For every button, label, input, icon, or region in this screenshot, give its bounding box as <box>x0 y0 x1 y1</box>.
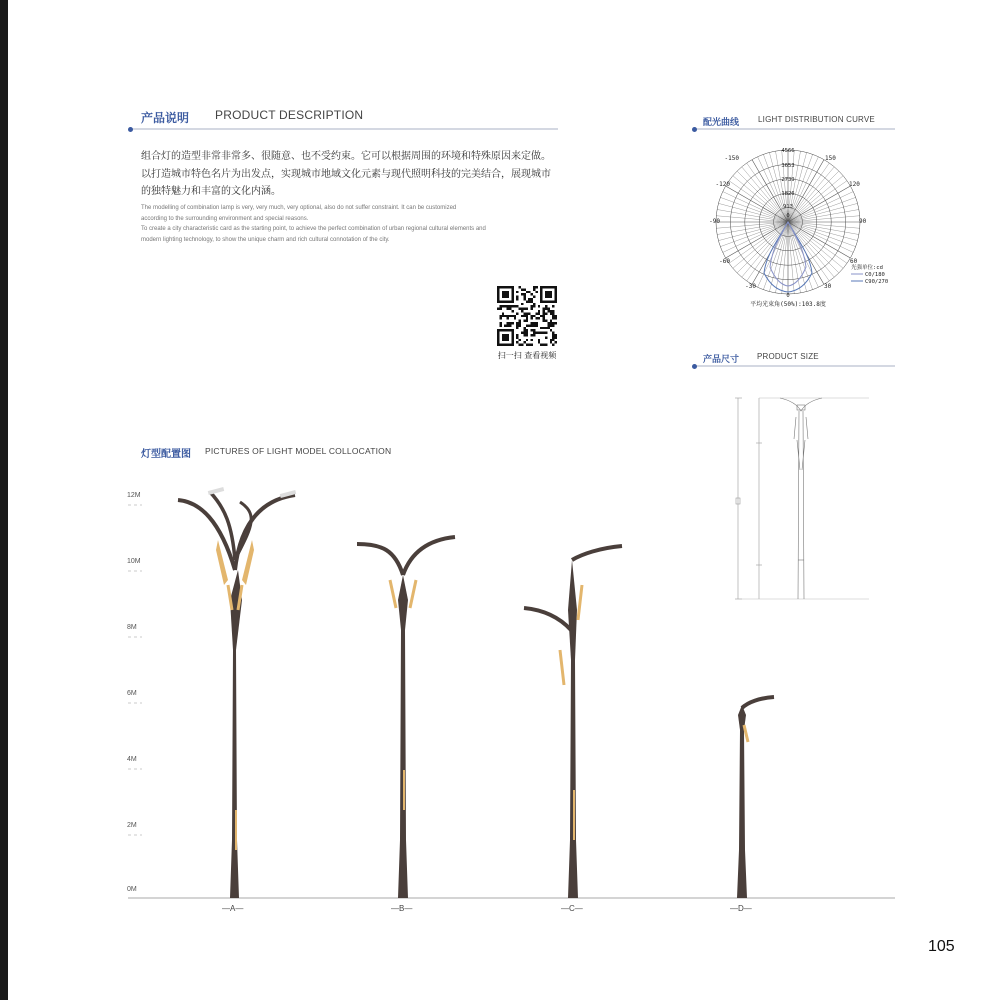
model-label-b: —B— <box>391 904 413 913</box>
qr-caption: 扫一扫 查看视频 <box>497 351 557 360</box>
qr-module <box>543 320 545 322</box>
qr-module <box>499 317 501 319</box>
height-label: 2M <box>127 822 137 829</box>
qr-module <box>526 320 528 322</box>
qr-module <box>514 315 516 317</box>
angle-label: -120 <box>715 181 730 188</box>
qr-module <box>516 312 518 314</box>
ring-value: 4566 <box>781 148 795 154</box>
description-title-en: PRODUCT DESCRIPTION <box>215 108 364 122</box>
collocation-title-cn: 灯型配置图 <box>141 449 191 460</box>
qr-module <box>528 344 530 346</box>
qr-module <box>538 332 540 334</box>
qr-module <box>511 305 513 307</box>
qr-module <box>550 312 552 314</box>
qr-module <box>555 336 557 338</box>
qr-module <box>531 308 533 310</box>
qr-module <box>545 332 547 334</box>
qr-module <box>523 341 525 343</box>
qr-module <box>526 334 528 336</box>
height-label: 8M <box>127 624 137 631</box>
angle-label: -30 <box>745 283 756 290</box>
qr-module <box>521 293 523 295</box>
pole-c <box>524 546 622 898</box>
angle-label: 150 <box>825 155 836 162</box>
qr-module <box>535 324 537 326</box>
qr-module <box>552 332 554 334</box>
qr-module <box>543 344 545 346</box>
qr-module <box>507 322 509 324</box>
qr-finder <box>502 291 509 298</box>
angle-label: 120 <box>849 181 860 188</box>
qr-module <box>528 324 530 326</box>
pole-d <box>737 697 774 898</box>
qr-module <box>543 332 545 334</box>
polar-spoke <box>716 216 788 222</box>
qr-module <box>543 317 545 319</box>
polar-spoke <box>718 222 788 241</box>
qr-module <box>507 308 509 310</box>
qr-module <box>552 312 554 314</box>
qr-module <box>526 344 528 346</box>
qr-module <box>538 312 540 314</box>
page-number: 105 <box>928 938 955 955</box>
qr-module <box>509 308 511 310</box>
description-rule <box>131 128 558 130</box>
qr-module <box>523 329 525 331</box>
qr-module <box>545 308 547 310</box>
qr-module <box>509 322 511 324</box>
angle-label: 60 <box>850 258 858 265</box>
qr-finder <box>545 291 552 298</box>
qr-module <box>523 315 525 317</box>
qr-module <box>535 286 537 288</box>
qr-module <box>552 317 554 319</box>
qr-module <box>528 298 530 300</box>
qr-module <box>528 291 530 293</box>
qr-module <box>550 324 552 326</box>
qr-module <box>535 317 537 319</box>
light-curve-title-en: LIGHT DISTRIBUTION CURVE <box>758 115 875 124</box>
qr-module <box>552 322 554 324</box>
qr-module <box>516 324 518 326</box>
qr-module <box>533 315 535 317</box>
description-cn-line: 的独特魅力和丰富的文化内涵。 <box>141 186 281 197</box>
qr-module <box>519 324 521 326</box>
qr-module <box>547 324 549 326</box>
qr-module <box>511 310 513 312</box>
qr-module <box>550 341 552 343</box>
qr-module <box>523 293 525 295</box>
qr-module <box>531 305 533 307</box>
qr-module <box>533 303 535 305</box>
qr-module <box>523 298 525 300</box>
qr-module <box>526 324 528 326</box>
qr-module <box>538 317 540 319</box>
qr-module <box>523 296 525 298</box>
qr-module <box>511 315 513 317</box>
qr-module <box>545 327 547 329</box>
qr-module <box>555 341 557 343</box>
qr-module <box>533 332 535 334</box>
qr-module <box>543 312 545 314</box>
qr-module <box>519 308 521 310</box>
qr-module <box>535 332 537 334</box>
qr-module <box>523 312 525 314</box>
qr-module <box>521 344 523 346</box>
qr-module <box>523 288 525 290</box>
qr-module <box>531 329 533 331</box>
qr-module <box>533 296 535 298</box>
qr-module <box>535 322 537 324</box>
qr-module <box>509 315 511 317</box>
qr-module <box>502 305 504 307</box>
qr-module <box>538 339 540 341</box>
qr-module <box>499 324 501 326</box>
qr-module <box>552 324 554 326</box>
polar-spoke <box>718 203 788 222</box>
qr-module <box>533 334 535 336</box>
qr-module <box>499 322 501 324</box>
pole-a <box>178 487 296 898</box>
legend-c90-label: C90/270 <box>865 279 889 285</box>
qr-module <box>552 305 554 307</box>
qr-module <box>509 324 511 326</box>
poles-illustration <box>120 480 900 920</box>
qr-module <box>516 327 518 329</box>
qr-module <box>504 305 506 307</box>
qr-module <box>538 305 540 307</box>
qr-module <box>540 344 542 346</box>
product-size-title-en: PRODUCT SIZE <box>757 352 819 361</box>
qr-module <box>504 315 506 317</box>
qr-module <box>523 327 525 329</box>
qr-module <box>526 339 528 341</box>
qr-module <box>526 308 528 310</box>
qr-module <box>519 344 521 346</box>
qr-module <box>533 286 535 288</box>
qr-module <box>507 315 509 317</box>
qr-module <box>550 322 552 324</box>
qr-module <box>526 329 528 331</box>
qr-module <box>531 324 533 326</box>
qr-module <box>516 291 518 293</box>
qr-module <box>552 315 554 317</box>
qr-module <box>521 303 523 305</box>
description-en-line: modern lighting technology, to show the unique charm and rich cultural connotation of the city. <box>141 236 390 243</box>
qr-module <box>540 327 542 329</box>
description-en-line: The modelling of combination lamp is very, very much, very optional, also do not suffer constraint. It can be customized <box>141 205 457 211</box>
angle-label-top: 0 <box>786 213 790 219</box>
qr-module <box>523 308 525 310</box>
qr-module <box>552 339 554 341</box>
light-curve-rule-dot <box>692 127 697 132</box>
polar-spoke <box>782 150 788 222</box>
qr-module <box>516 334 518 336</box>
angle-label: -150 <box>724 155 739 162</box>
product-size-rule-dot <box>692 364 697 369</box>
description-rule-dot <box>128 127 133 132</box>
qr-module <box>526 312 528 314</box>
qr-module <box>538 310 540 312</box>
qr-module <box>499 308 501 310</box>
qr-module <box>521 332 523 334</box>
angle-label: 90 <box>859 218 867 225</box>
model-label-a: —A— <box>222 904 244 913</box>
qr-module <box>516 341 518 343</box>
qr-module <box>550 329 552 331</box>
description-title-cn: 产品说明 <box>141 111 190 125</box>
polar-spoke <box>788 203 858 222</box>
qr-module <box>531 300 533 302</box>
qr-module <box>528 300 530 302</box>
product-size-rule <box>695 365 895 367</box>
height-label: 6M <box>127 690 137 697</box>
qr-module <box>521 310 523 312</box>
description-text-en <box>141 203 566 245</box>
ring-value: 2739 <box>781 177 795 183</box>
description-text-cn <box>141 148 561 201</box>
unit-label: 光强单位:cd <box>851 265 883 271</box>
qr-module <box>499 315 501 317</box>
qr-module <box>531 298 533 300</box>
qr-module <box>550 310 552 312</box>
legend-c0-label: C0/180 <box>865 272 885 278</box>
height-label: 12M <box>127 492 141 499</box>
product-size-title-cn: 产品尺寸 <box>703 355 740 365</box>
polar-diagram <box>700 145 900 310</box>
angle-label-bottom: 0 <box>786 293 790 299</box>
qr-module <box>526 300 528 302</box>
description-en-line: To create a city characteristic card as the starting point, to achieve the perfect combination of urban regional cultural elements and <box>141 226 486 232</box>
qr-module <box>545 305 547 307</box>
qr-module <box>521 288 523 290</box>
light-curve-title-cn: 配光曲线 <box>703 118 740 128</box>
qr-module <box>523 320 525 322</box>
description-en-line: according to the surrounding environment and special reasons. <box>141 215 309 222</box>
qr-module <box>531 317 533 319</box>
height-label: 0M <box>127 886 137 893</box>
qr-module <box>533 324 535 326</box>
qr-module <box>507 305 509 307</box>
qr-module <box>543 315 545 317</box>
qr-module <box>499 305 501 307</box>
qr-module <box>531 344 533 346</box>
qr-module <box>547 308 549 310</box>
qr-module <box>552 334 554 336</box>
page-binding-edge <box>0 0 8 1000</box>
qr-module <box>531 334 533 336</box>
qr-module <box>552 310 554 312</box>
height-label: 10M <box>127 558 141 565</box>
qr-module <box>545 344 547 346</box>
qr-module <box>555 315 557 317</box>
qr-module <box>516 336 518 338</box>
pole-b <box>357 537 455 898</box>
qr-module <box>531 339 533 341</box>
qr-module <box>545 320 547 322</box>
ring-value: 3653 <box>781 163 795 169</box>
ring-value: 913 <box>783 204 793 210</box>
qr-module <box>552 336 554 338</box>
angle-label: 30 <box>824 283 832 290</box>
qr-module <box>516 322 518 324</box>
qr-module <box>516 305 518 307</box>
qr-module <box>526 315 528 317</box>
model-label-c: —C— <box>561 904 583 913</box>
ring-value: 1826 <box>781 191 795 197</box>
qr-module <box>531 315 533 317</box>
polar-spoke <box>788 222 858 241</box>
qr-module <box>523 334 525 336</box>
qr-module <box>533 329 535 331</box>
qr-module <box>547 322 549 324</box>
polar-spoke <box>788 150 794 222</box>
qr-module <box>502 312 504 314</box>
qr-module <box>550 339 552 341</box>
qr-module <box>519 339 521 341</box>
polar-spoke <box>716 222 788 228</box>
qr-module <box>547 327 549 329</box>
model-label-d: —D— <box>730 904 752 913</box>
qr-module <box>555 322 557 324</box>
qr-module <box>531 322 533 324</box>
qr-module <box>543 308 545 310</box>
qr-code[interactable] <box>497 286 557 346</box>
qr-module <box>540 332 542 334</box>
qr-module <box>519 320 521 322</box>
angle-label: -90 <box>709 218 720 225</box>
qr-module <box>555 334 557 336</box>
qr-module <box>502 315 504 317</box>
qr-module <box>535 312 537 314</box>
qr-module <box>507 324 509 326</box>
qr-module <box>547 310 549 312</box>
qr-module <box>533 288 535 290</box>
qr-module <box>552 344 554 346</box>
qr-module <box>497 308 499 310</box>
qr-module <box>538 341 540 343</box>
qr-module <box>545 312 547 314</box>
qr-module <box>521 308 523 310</box>
qr-module <box>543 327 545 329</box>
qr-module <box>528 312 530 314</box>
light-curve-rule <box>695 128 895 130</box>
qr-finder <box>502 334 509 341</box>
description-cn-line: 组合灯的造型非常非常多、很随意、也不受约束。它可以根据周围的环境和特殊原因来定做。 <box>141 151 551 162</box>
qr-module <box>519 322 521 324</box>
polar-spoke <box>788 216 860 222</box>
qr-module <box>526 291 528 293</box>
qr-module <box>509 305 511 307</box>
qr-module <box>516 296 518 298</box>
qr-module <box>523 332 525 334</box>
qr-module <box>533 305 535 307</box>
qr-module <box>511 322 513 324</box>
qr-module <box>514 317 516 319</box>
collocation-title-en: PICTURES OF LIGHT MODEL COLLOCATION <box>205 446 392 456</box>
qr-module <box>526 332 528 334</box>
qr-module <box>504 324 506 326</box>
qr-module <box>535 291 537 293</box>
qr-module <box>531 293 533 295</box>
angle-label: -60 <box>719 258 730 265</box>
qr-module <box>533 322 535 324</box>
polar-spoke <box>788 222 860 228</box>
qr-module <box>550 320 552 322</box>
beam-angle-text: 平均光束角(50%):103.8度 <box>750 301 826 308</box>
qr-module <box>516 298 518 300</box>
qr-module <box>540 315 542 317</box>
qr-module <box>555 317 557 319</box>
qr-module <box>543 310 545 312</box>
description-cn-line: 以打造城市特色名片为出发点，实现城市地域文化元素与现代照明科技的完美结合，展现城市 <box>141 168 551 180</box>
qr-module <box>521 315 523 317</box>
height-label: 4M <box>127 756 137 763</box>
qr-module <box>507 317 509 319</box>
qr-module <box>514 305 516 307</box>
qr-module <box>526 317 528 319</box>
qr-module <box>519 286 521 288</box>
qr-module <box>545 336 547 338</box>
